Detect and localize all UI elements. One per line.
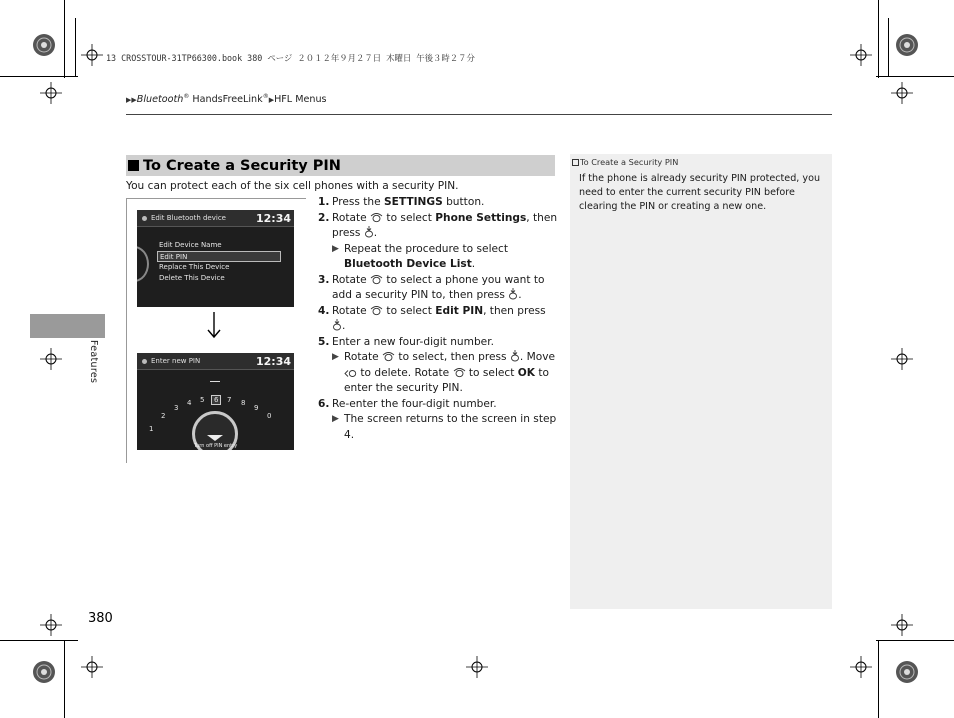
step-number: 4. bbox=[318, 304, 330, 317]
breadcrumb-part: HFL Menus bbox=[274, 94, 327, 106]
breadcrumb bbox=[126, 93, 327, 105]
text-run: . bbox=[518, 289, 522, 301]
pin-digit[interactable]: 2 bbox=[161, 412, 166, 420]
screen-title: Enter new PIN bbox=[151, 357, 201, 365]
step-2-substep bbox=[318, 242, 558, 273]
press-interface-dial-icon bbox=[508, 288, 518, 300]
move-left-dial-icon bbox=[344, 369, 357, 378]
crosshair-mark-icon bbox=[40, 348, 62, 370]
text-run: Rotate bbox=[344, 351, 383, 363]
step-number: 1. bbox=[318, 196, 330, 208]
press-interface-dial-icon bbox=[364, 226, 374, 238]
text-run: to delete. Rotate bbox=[357, 366, 453, 379]
pin-digit[interactable]: 0 bbox=[267, 412, 272, 420]
crosshair-mark-icon bbox=[891, 614, 913, 636]
screen-status-dot-icon bbox=[142, 216, 147, 221]
screen-menu bbox=[157, 240, 281, 284]
text-run: , then press bbox=[483, 304, 546, 317]
registration-rosette-icon bbox=[32, 33, 56, 57]
crop-mark bbox=[64, 640, 65, 718]
text-run: Rotate bbox=[332, 273, 371, 286]
screen-clock: 12:34 bbox=[255, 355, 291, 368]
menu-item-edit-pin[interactable]: Edit PIN bbox=[157, 251, 281, 262]
crop-mark bbox=[878, 640, 879, 718]
text-run: to select bbox=[383, 211, 436, 224]
crosshair-mark-icon bbox=[40, 82, 62, 104]
pin-digit[interactable]: 7 bbox=[227, 396, 232, 404]
chapter-tab bbox=[30, 314, 105, 338]
substep-arrow-icon: ▶ bbox=[332, 414, 339, 424]
step-text bbox=[332, 211, 558, 242]
menu-name: OK bbox=[517, 366, 535, 379]
step-text bbox=[332, 195, 558, 211]
registered-mark: ® bbox=[262, 93, 269, 100]
step-5-substep bbox=[318, 350, 558, 397]
text-run: , then press bbox=[332, 211, 558, 239]
screen-enter-new-pin bbox=[137, 353, 294, 450]
step-text: Enter a new four-digit number. bbox=[332, 335, 494, 348]
text-run: . bbox=[373, 227, 378, 239]
page-number: 380 bbox=[88, 611, 113, 626]
knob-arc-icon bbox=[137, 246, 149, 282]
rotate-interface-dial-icon bbox=[382, 351, 395, 362]
rotate-interface-dial-icon bbox=[370, 274, 383, 285]
step-6 bbox=[318, 397, 558, 413]
pin-digit[interactable]: 5 bbox=[200, 396, 205, 404]
crop-mark bbox=[64, 0, 65, 78]
pin-digit[interactable]: 8 bbox=[241, 399, 246, 407]
crop-mark bbox=[876, 640, 954, 641]
text-run: Rotate bbox=[332, 304, 371, 317]
menu-name: Bluetooth Device List bbox=[344, 258, 472, 270]
rotate-interface-dial-icon bbox=[453, 367, 466, 378]
breadcrumb-arrow-icon: ▶ bbox=[268, 96, 275, 105]
screen-title: Edit Bluetooth device bbox=[151, 214, 226, 222]
breadcrumb-part: HandsFreeLink bbox=[189, 94, 263, 106]
substep-text: The screen returns to the screen in step 4. bbox=[344, 413, 557, 441]
crop-mark bbox=[75, 18, 76, 76]
pin-digit-selected[interactable]: 6 bbox=[211, 395, 221, 405]
dial-pointer-icon bbox=[207, 435, 223, 441]
step-number: 2. bbox=[318, 211, 330, 224]
crop-mark bbox=[876, 76, 954, 77]
text-run: . Move bbox=[519, 351, 556, 363]
text-run: to select, then press bbox=[395, 351, 510, 363]
step-number: 3. bbox=[318, 273, 330, 286]
text-run: Repeat the procedure to select bbox=[344, 242, 509, 255]
crop-mark bbox=[878, 0, 879, 78]
step-text bbox=[332, 273, 558, 304]
crosshair-mark-icon bbox=[891, 348, 913, 370]
step-text: Re-enter the four-digit number. bbox=[332, 397, 497, 410]
screen-clock: 12:34 bbox=[255, 212, 291, 225]
step-1 bbox=[318, 195, 558, 211]
registration-rosette-icon bbox=[895, 33, 919, 57]
crop-mark bbox=[0, 640, 78, 641]
section-title: To Create a Security PIN bbox=[143, 157, 341, 174]
crosshair-mark-icon bbox=[466, 656, 488, 678]
crosshair-mark-icon bbox=[81, 44, 103, 66]
press-interface-dial-icon bbox=[332, 319, 342, 331]
press-interface-dial-icon bbox=[510, 350, 520, 362]
menu-item-delete-device[interactable]: Delete This Device bbox=[159, 274, 225, 282]
registration-rosette-icon bbox=[32, 660, 56, 684]
screen-header bbox=[137, 210, 294, 227]
screen-footer-label[interactable]: Turn off PIN entry bbox=[193, 443, 238, 449]
section-heading bbox=[126, 155, 555, 176]
step-4 bbox=[318, 304, 558, 335]
note-heading bbox=[572, 157, 678, 167]
text-run: to select a phone you want to add a security PIN to, then press bbox=[332, 273, 545, 301]
screen-status-dot-icon bbox=[142, 359, 147, 364]
button-name: SETTINGS bbox=[384, 196, 443, 208]
pin-entry-field bbox=[210, 381, 220, 382]
text-run: . bbox=[342, 320, 346, 332]
header-rule bbox=[126, 114, 832, 115]
substep-text bbox=[344, 350, 558, 397]
text-run: to enter the security PIN. bbox=[344, 366, 549, 394]
step-3 bbox=[318, 273, 558, 304]
substep-arrow-icon: ▶ bbox=[332, 352, 339, 362]
screen-header bbox=[137, 353, 294, 370]
step-text bbox=[332, 304, 558, 335]
text-run: Rotate bbox=[332, 211, 371, 224]
text-run: button. bbox=[442, 196, 485, 208]
text-run: . bbox=[471, 258, 476, 270]
menu-name: Phone Settings bbox=[435, 211, 527, 224]
pin-digit[interactable]: 3 bbox=[174, 404, 179, 412]
file-header: 13 CROSSTOUR-31TP66300.book 380 ページ ２０１２年９月２７日 木曜日 午後３時２７分 bbox=[106, 53, 475, 63]
side-note bbox=[570, 154, 832, 609]
crop-mark bbox=[0, 76, 78, 77]
substep-arrow-icon: ▶ bbox=[332, 243, 339, 254]
pin-digit[interactable]: 1 bbox=[149, 425, 154, 433]
step-2 bbox=[318, 211, 558, 242]
crosshair-mark-icon bbox=[850, 656, 872, 678]
pin-digit[interactable]: 9 bbox=[254, 404, 259, 412]
chapter-label: Features bbox=[88, 340, 99, 384]
note-heading-text: To Create a Security PIN bbox=[580, 157, 679, 167]
menu-item-edit-device-name[interactable]: Edit Device Name bbox=[159, 241, 222, 249]
note-body: If the phone is already security PIN protected, you need to enter the current security PIN before clearing the PIN or creating a new one. bbox=[579, 173, 821, 212]
crop-mark bbox=[888, 18, 889, 76]
step-number: 6. bbox=[318, 397, 330, 410]
rotate-interface-dial-icon bbox=[370, 212, 383, 223]
breadcrumb-part: Bluetooth bbox=[136, 94, 184, 106]
crosshair-mark-icon bbox=[40, 614, 62, 636]
intro-text: You can protect each of the six cell phones with a security PIN. bbox=[126, 180, 459, 192]
menu-item-replace-device[interactable]: Replace This Device bbox=[159, 263, 230, 271]
down-arrow-icon bbox=[206, 311, 222, 339]
steps-list bbox=[318, 195, 558, 443]
step-number: 5. bbox=[318, 335, 330, 348]
step-5 bbox=[318, 335, 558, 351]
crosshair-mark-icon bbox=[891, 82, 913, 104]
registered-mark: ® bbox=[183, 93, 190, 100]
substep-text bbox=[344, 242, 558, 273]
text-run: to select bbox=[383, 304, 436, 317]
text-run: Press the bbox=[332, 196, 385, 208]
registration-rosette-icon bbox=[895, 660, 919, 684]
menu-name: Edit PIN bbox=[435, 304, 484, 317]
step-6-substep bbox=[318, 412, 558, 443]
note-reference-icon bbox=[572, 159, 579, 166]
text-run: to select bbox=[465, 366, 518, 379]
pin-digit[interactable]: 4 bbox=[187, 399, 192, 407]
crosshair-mark-icon bbox=[81, 656, 103, 678]
crosshair-mark-icon bbox=[850, 44, 872, 66]
rotate-interface-dial-icon bbox=[370, 305, 383, 316]
breadcrumb-arrow-icon: ▶▶ bbox=[126, 96, 137, 105]
screen-edit-bluetooth-device bbox=[137, 210, 294, 307]
section-square-icon bbox=[128, 160, 139, 171]
